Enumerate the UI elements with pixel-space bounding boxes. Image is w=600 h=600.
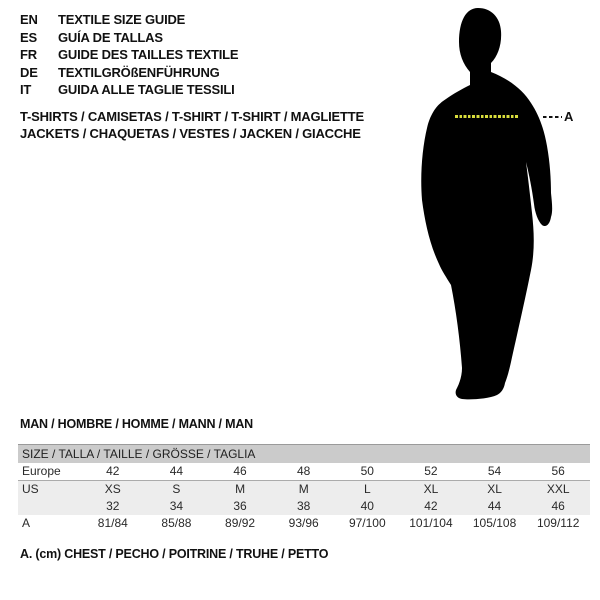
table-cell: 56 bbox=[551, 464, 565, 478]
language-title: TEXTILE SIZE GUIDE bbox=[58, 12, 186, 27]
table-cell: XL bbox=[487, 482, 502, 496]
language-code: IT bbox=[20, 82, 32, 97]
language-code: ES bbox=[20, 29, 37, 45]
table-cell: 85/88 bbox=[161, 516, 192, 530]
language-row bbox=[20, 46, 238, 64]
table-row-europe bbox=[18, 463, 590, 481]
table-cell: 44 bbox=[487, 499, 502, 513]
table-row-numeric bbox=[18, 498, 590, 515]
garment-categories bbox=[20, 109, 364, 142]
table-cell: 42 bbox=[106, 464, 120, 478]
table-cell: XL bbox=[423, 482, 439, 496]
table-cell: 105/108 bbox=[472, 516, 517, 530]
table-cell: 42 bbox=[424, 499, 438, 513]
language-row bbox=[20, 29, 238, 47]
section-title-man: MAN / HOMBRE / HOMME / MANN / MAN bbox=[20, 417, 253, 431]
table-cell: L bbox=[363, 482, 371, 496]
man-silhouette-path bbox=[421, 8, 552, 399]
table-cell: 50 bbox=[360, 464, 374, 478]
man-silhouette-graphic bbox=[400, 5, 585, 400]
table-cell: XXL bbox=[546, 482, 570, 496]
garment-line-tshirts: T-SHIRTS / CAMISETAS / T-SHIRT / T-SHIRT / MAGLIETTE bbox=[20, 109, 364, 124]
table-cell: 97/100 bbox=[348, 516, 386, 530]
table-cell: 93/96 bbox=[288, 516, 319, 530]
language-title: GUIDE DES TAILLES TEXTILE bbox=[58, 47, 239, 62]
garment-line-jackets: JACKETS / CHAQUETAS / VESTES / JACKEN / GIACCHE bbox=[20, 125, 361, 141]
table-cell: 34 bbox=[169, 499, 184, 513]
language-code: DE bbox=[20, 64, 38, 80]
table-cell: M bbox=[235, 482, 246, 496]
table-cell: 36 bbox=[233, 499, 247, 513]
language-row bbox=[20, 11, 238, 29]
language-row bbox=[20, 81, 238, 99]
language-title: GUÍA DE TALLAS bbox=[58, 29, 163, 45]
row-label: US bbox=[22, 482, 39, 496]
table-cell: 52 bbox=[424, 464, 438, 478]
table-cell: 46 bbox=[233, 464, 247, 478]
size-table-header: SIZE / TALLA / TAILLE / GRÖSSE / TAGLIA bbox=[18, 445, 590, 463]
table-cell: 44 bbox=[169, 464, 184, 478]
table-cell: 38 bbox=[297, 499, 311, 513]
language-title: TEXTILGRÖßENFÜHRUNG bbox=[58, 64, 220, 80]
language-code: FR bbox=[20, 47, 37, 62]
table-cell: 48 bbox=[297, 464, 311, 478]
table-cell: M bbox=[298, 482, 309, 496]
row-label: A bbox=[22, 516, 31, 530]
measurement-footnote: A. (cm) CHEST / PECHO / POITRINE / TRUHE / PETTO bbox=[20, 547, 329, 561]
measure-callout-dashes bbox=[543, 116, 562, 118]
table-cell: 109/112 bbox=[536, 516, 580, 530]
table-cell: 81/84 bbox=[97, 516, 128, 530]
table-cell: 101/104 bbox=[409, 516, 453, 530]
language-code: EN bbox=[20, 12, 38, 27]
table-cell: 54 bbox=[487, 464, 502, 478]
table-row-us bbox=[18, 481, 590, 498]
table-cell: 89/92 bbox=[225, 516, 256, 530]
table-cell: 40 bbox=[360, 499, 374, 513]
table-row-chest-a bbox=[18, 515, 590, 532]
language-title-list bbox=[20, 11, 238, 99]
table-cell: 32 bbox=[106, 499, 120, 513]
table-cell: 46 bbox=[551, 499, 565, 513]
row-label: Europe bbox=[22, 464, 61, 478]
size-table bbox=[18, 444, 590, 532]
language-title: GUIDA ALLE TAGLIE TESSILI bbox=[58, 82, 235, 97]
table-cell: XS bbox=[104, 482, 121, 496]
chest-measure-dashed-line bbox=[455, 115, 518, 118]
language-row bbox=[20, 64, 238, 82]
measure-label-a: A bbox=[564, 109, 574, 124]
table-cell: S bbox=[172, 482, 181, 496]
